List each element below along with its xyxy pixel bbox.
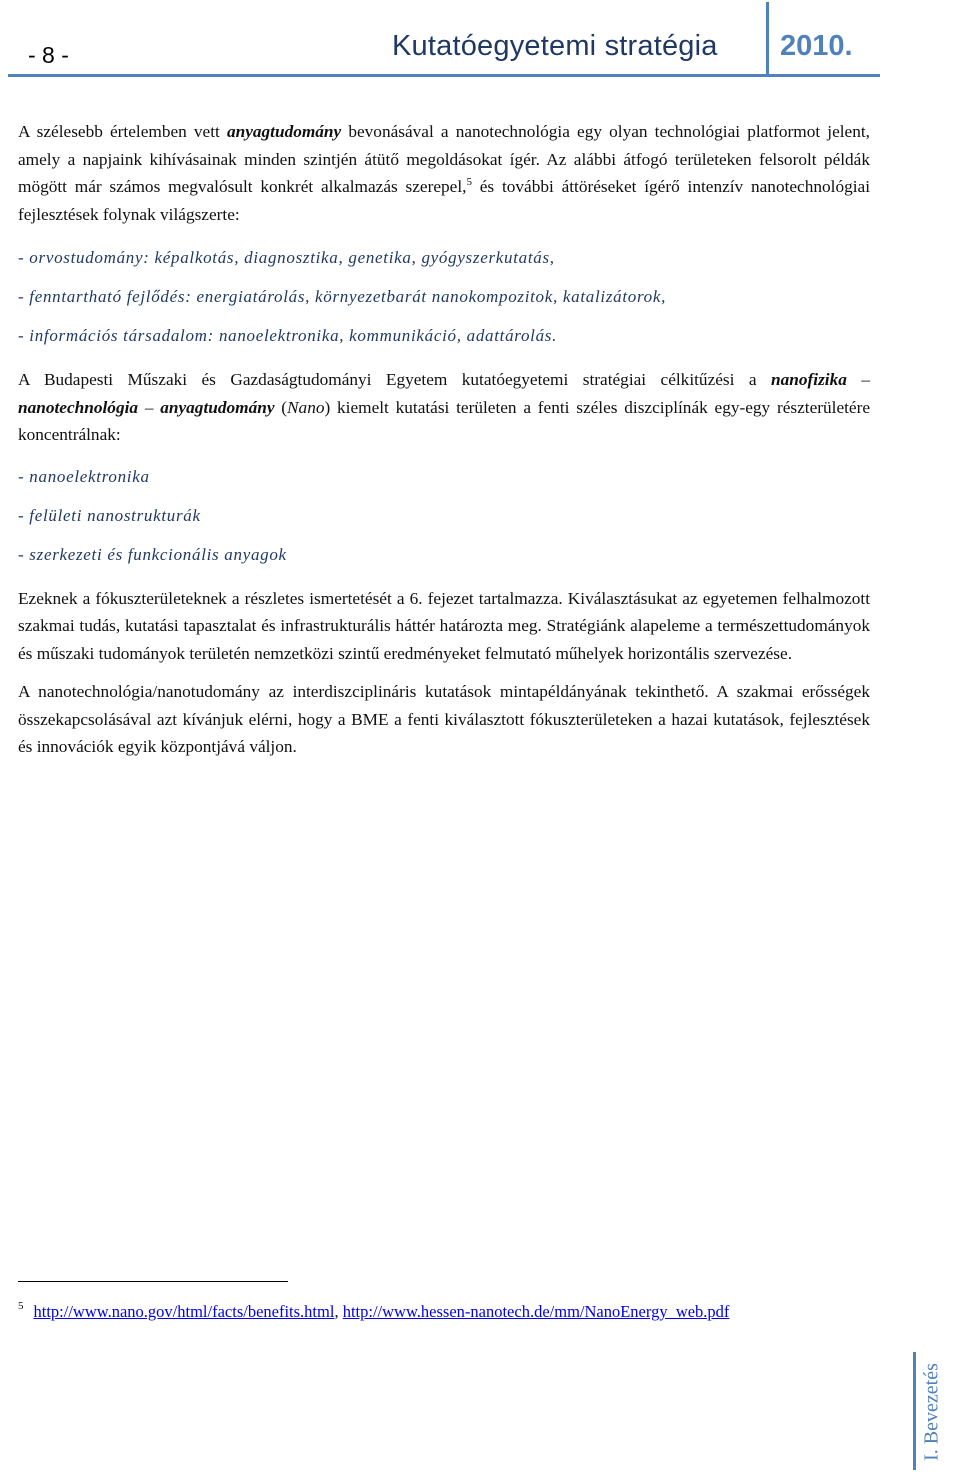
header-rule	[8, 74, 880, 77]
bme-emphasis-nanotechnologia: nanotechnológia	[18, 397, 139, 417]
footnote-separator	[18, 1281, 288, 1282]
header-title: Kutatóegyetemi stratégia	[392, 30, 718, 62]
header-year: 2010.	[780, 30, 853, 62]
bme-text-end: ) kiemelt kutatási területen a fenti széles diszciplínák egy-egy részterületére koncentrálnak:	[18, 397, 871, 444]
list-item: - információs társadalom: nanoelektronika, kommunikáció, adattárolás.	[18, 326, 558, 345]
footnote-link-hessen-nanotech[interactable]: http://www.hessen-nanotech.de/mm/NanoEnergy_web.pdf	[342, 1302, 730, 1321]
bme-dash: –	[846, 370, 870, 389]
footnote-reference[interactable]: 5	[466, 176, 472, 189]
footnote-number: 5	[18, 1300, 24, 1312]
footnote	[18, 1302, 729, 1322]
page-number: - 8 -	[28, 42, 69, 68]
intro-paragraph	[18, 118, 870, 228]
list-item: - felületi nanostrukturák	[18, 505, 201, 525]
intro-text-middle: bevonásával a nanotechnológia egy olyan technológiai platformot jelent, amely a napjaink kihívásainak minden szintjén átütő megoldásokat ígér. Az alábbi átfogó területeken felsorolt példák mögött már számos megvalósult konkrét alkalmazás szerepel,	[18, 122, 870, 196]
footnote-separator-text: ,	[334, 1302, 343, 1321]
list-item: - szerkezeti és funkcionális anyagok	[18, 544, 287, 564]
intro-text-end: és további áttöréseket ígérő intenzív nanotechnológiai fejlesztések folynak világszerte:	[18, 177, 871, 224]
bme-dash: –	[138, 397, 161, 417]
chapter-side-tab	[913, 1352, 952, 1470]
focus-areas-list	[18, 457, 870, 574]
application-areas-list	[18, 238, 870, 355]
list-item: - orvostudomány: képalkotás, diagnosztika, genetika, gyógyszerkutatás,	[18, 248, 555, 267]
header-divider-vertical	[766, 2, 769, 76]
bme-paragraph	[18, 366, 870, 449]
chapter-label: I. Bevezetés	[920, 1363, 943, 1461]
page-content	[18, 118, 870, 761]
bme-text-start: A Budapesti Műszaki és Gazdaságtudományi Egyetem kutatóegyetemi stratégiai célkitűzési a	[18, 370, 772, 389]
bme-emphasis-anyagtudomany: anyagtudomány	[160, 397, 275, 417]
focus-paragraph: Ezeknek a fókuszterületeknek a részletes ismertetését a 6. fejezet tartalmazza. Kiválasztásukat az egyetemen felhalmozott szakmai tudás, kutatási tapasztalat és infrastrukturális háttér határozta meg. Stratégiánk alapeleme a természettudományok és műszaki tudományok területén nemzetközi szintű eredményeket felmutató műhelyek horizontális szervezése.	[18, 588, 870, 663]
bme-emphasis-nanofizika: nanofizika	[771, 370, 847, 389]
bme-emphasis-nano: Nano	[287, 397, 325, 417]
list-item: - nanoelektronika	[18, 466, 150, 486]
intro-emphasis: anyagtudomány	[226, 122, 342, 141]
footnote-link-nano-gov[interactable]: http://www.nano.gov/html/facts/benefits.html	[33, 1302, 335, 1321]
nano-paragraph: A nanotechnológia/nanotudomány az interdiszciplináris kutatások mintapéldányának tekinthető. A szakmai erősségek összekapcsolásával azt kívánjuk elérni, hogy a BME a fenti kiválasztott fókuszterületeken a hazai kutatások, fejlesztések és innovációk egyik központjává váljon.	[18, 682, 870, 756]
intro-text-start: A szélesebb értelemben vett	[18, 122, 227, 141]
bme-paren: (	[274, 397, 288, 417]
list-item: - fenntartható fejlődés: energiatárolás, környezetbarát nanokompozitok, katalizátorok,	[18, 287, 667, 306]
